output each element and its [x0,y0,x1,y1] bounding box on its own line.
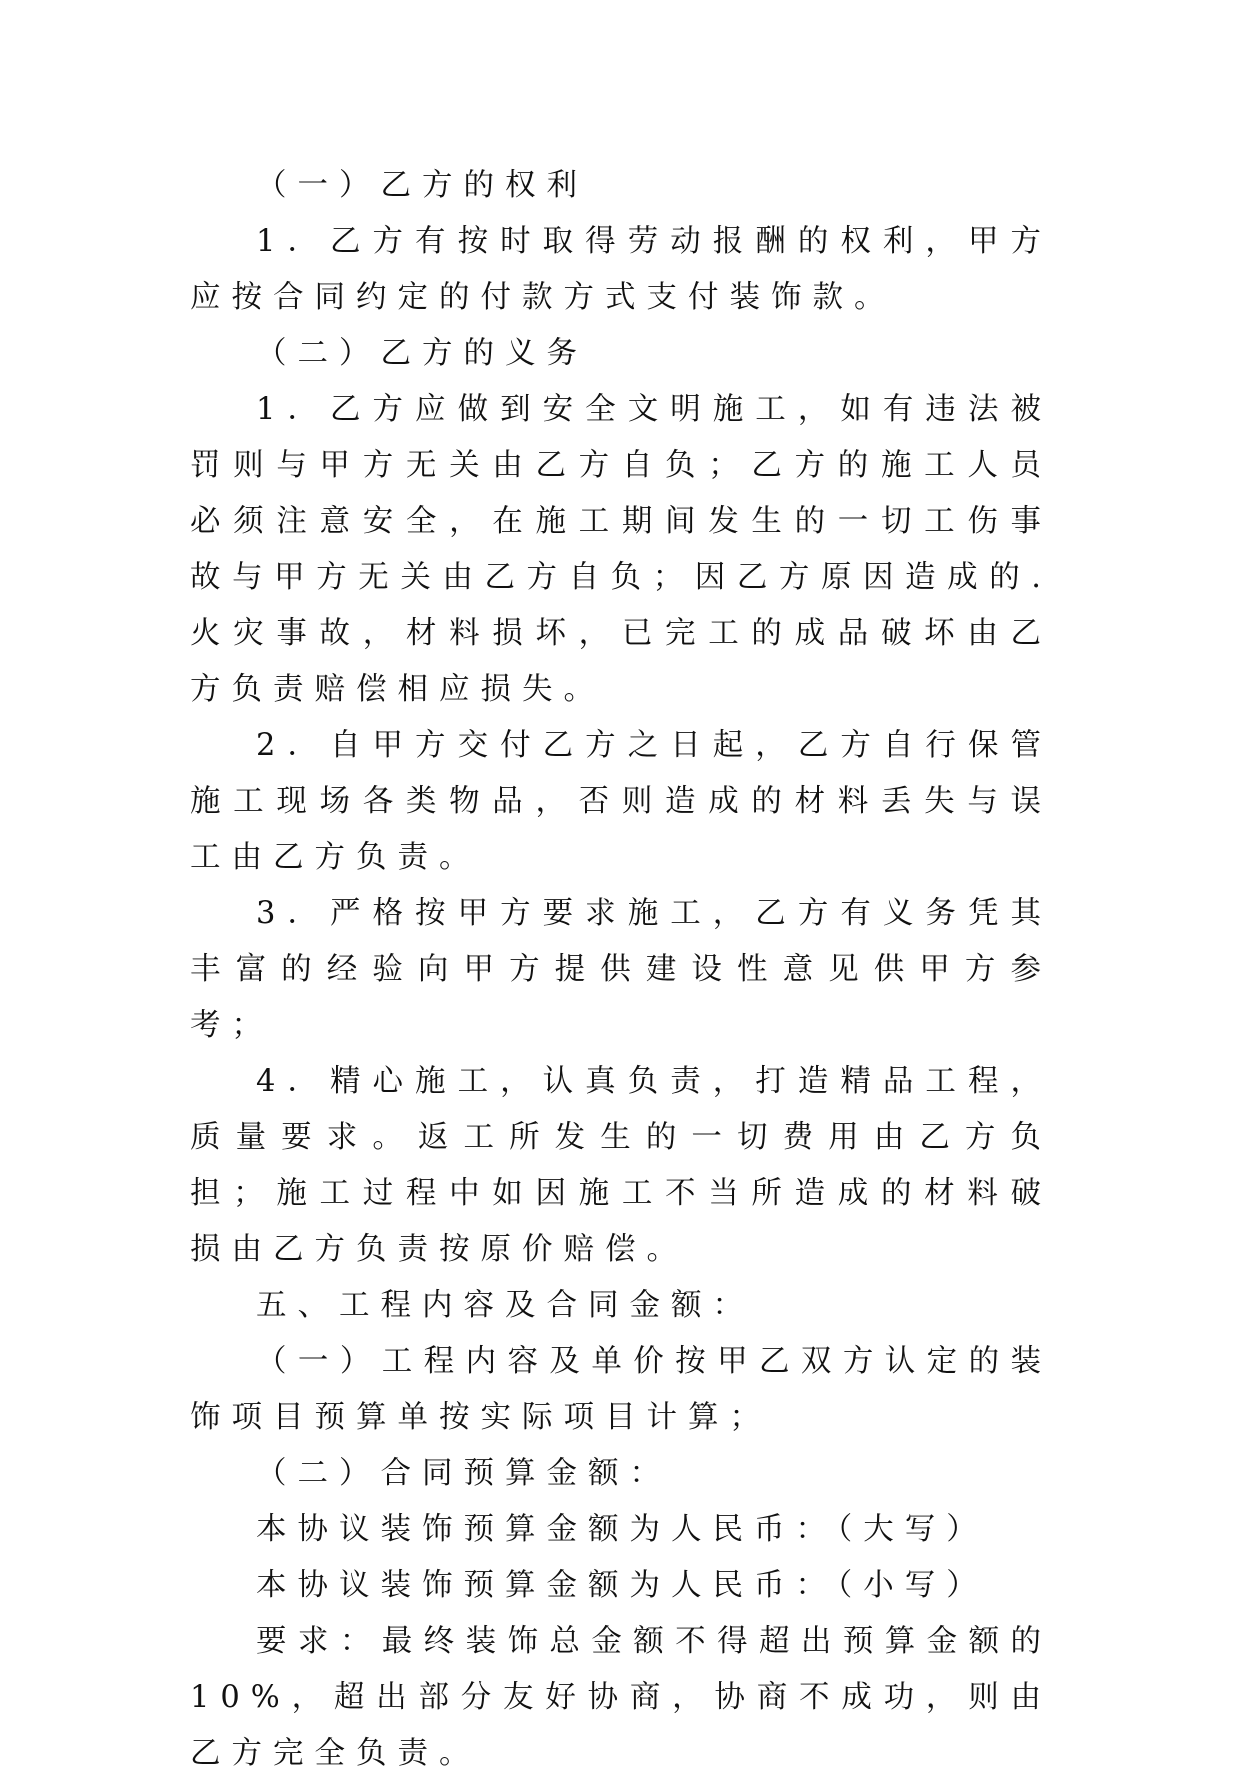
paragraph-obligation-2: 2．自甲方交付乙方之日起，乙方自行保管施工现场各类物品，否则造成的材料丢失与误工由乙方负责。 [190,728,1052,875]
paragraph-budget-heading: （二）合同预算金额： [256,1456,671,1491]
paragraph-obligation-1: 1．乙方应做到安全文明施工，如有违法被罚则与甲方无关由乙方自负；乙方的施工人员必须注意安全，在施工期间发生的一切工伤事故与甲方无关由乙方自负；因乙方原因造成的.火灾事故，材料损坏，已完工的成品破坏由乙方负责赔偿相应损失。 [190,392,1052,707]
section-heading-project-amount: 五、工程内容及合同金额： [256,1288,754,1323]
section-heading-obligations: （二）乙方的义务 [256,336,588,371]
paragraph-budget-uppercase: 本协议装饰预算金额为人民币：（大写） [256,1512,988,1547]
document-body [190,158,1052,1782]
paragraph-project-content: （一）工程内容及单价按甲乙双方认定的装饰项目预算单按实际项目计算； [190,1344,1052,1435]
section-heading-rights: （一）乙方的权利 [256,168,588,203]
paragraph-requirement: 要求：最终装饰总金额不得超出预算金额的10%，超出部分友好协商，协商不成功，则由乙方完全负责。 [190,1624,1052,1771]
paragraph-obligation-3: 3．严格按甲方要求施工，乙方有义务凭其丰富的经验向甲方提供建设性意见供甲方参考； [190,896,1052,1043]
paragraph-budget-lowercase: 本协议装饰预算金额为人民币：（小写） [256,1568,988,1603]
paragraph-obligation-4: 4．精心施工，认真负责，打造精品工程，质量要求。返工所发生的一切费用由乙方负担；施工过程中如因施工不当所造成的材料破损由乙方负责按原价赔偿。 [190,1064,1052,1267]
paragraph-rights-1: 1．乙方有按时取得劳动报酬的权利，甲方应按合同约定的付款方式支付装饰款。 [190,224,1052,315]
